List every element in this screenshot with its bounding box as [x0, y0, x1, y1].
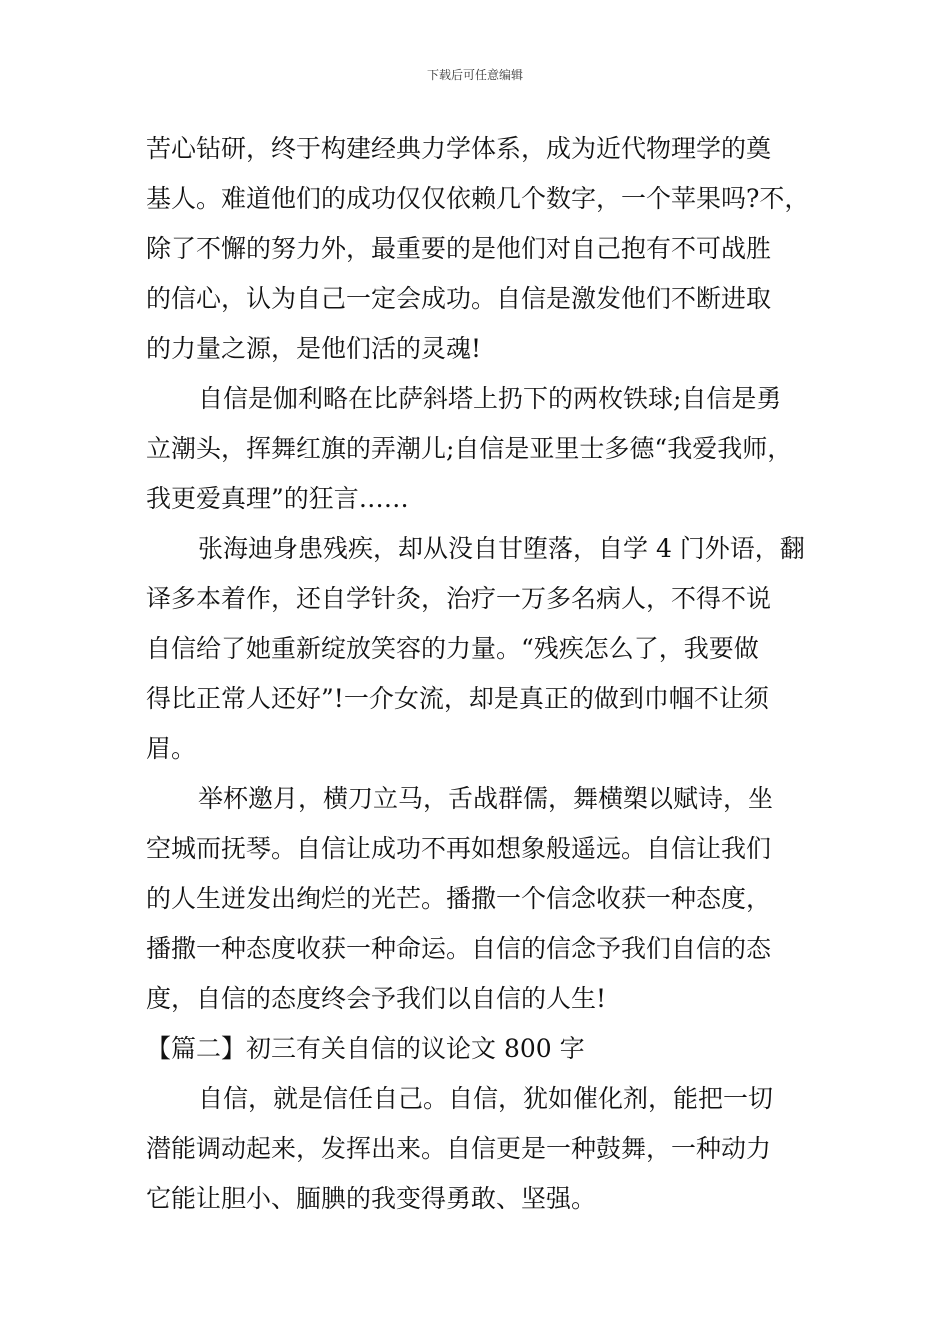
text-line: 它能让胆小、腼腆的我变得勇敢、坚强。: [146, 1184, 597, 1213]
paragraph-first-line: 自信是伽利略在比萨斜塔上扔下的两枚铁球;自信是勇: [198, 384, 782, 413]
text-line: 度，自信的态度终会予我们以自信的人生!: [146, 984, 607, 1013]
text-line: 基人。难道他们的成功仅仅依赖几个数字，一个苹果吗?不，: [146, 184, 810, 213]
text-line: 得比正常人还好”!一介女流，却是真正的做到巾帼不让须: [146, 684, 769, 713]
paragraph-first-line: 张海迪身患残疾，却从没自甘堕落，自学 4 门外语，翻: [198, 534, 805, 563]
document-body: [146, 124, 836, 1224]
text-line: 播撒一种态度收获一种命运。自信的信念予我们自信的态: [146, 934, 772, 963]
text-line: 译多本着作，还自学针灸，治疗一万多名病人，不得不说: [146, 584, 772, 613]
text-line: 我更爱真理”的狂言……: [146, 484, 409, 513]
text-line: 潜能调动起来，发挥出来。自信更是一种鼓舞，一种动力: [146, 1134, 772, 1163]
paragraph-first-line: 举杯邀月，横刀立马，舌战群儒，舞横槊以赋诗，坐: [198, 784, 774, 813]
text-line: 空城而抚琴。自信让成功不再如想象般遥远。自信让我们: [146, 834, 772, 863]
text-line: 苦心钻研，终于构建经典力学体系，成为近代物理学的奠: [146, 134, 772, 163]
section-heading: 【篇二】初三有关自信的议论文 800 字: [146, 1034, 585, 1063]
text-line: 的力量之源，是他们活的灵魂!: [146, 334, 482, 363]
text-line: 的人生迸发出绚烂的光芒。播撒一个信念收获一种态度，: [146, 884, 772, 913]
text-line: 自信给了她重新绽放笑容的力量。“残疾怎么了，我要做: [146, 634, 759, 663]
text-line: 立潮头，挥舞红旗的弄潮儿;自信是亚里士多德“我爱我师，: [146, 434, 793, 463]
page-header-note: 下载后可任意编辑: [426, 68, 523, 82]
text-line: 眉。: [146, 734, 197, 763]
text-line: 除了不懈的努力外，最重要的是他们对自己抱有不可战胜: [146, 234, 772, 263]
text-line: 的信心，认为自己一定会成功。自信是激发他们不断进取: [146, 284, 772, 313]
paragraph-first-line: 自信，就是信任自己。自信，犹如催化剂，能把一切: [198, 1084, 774, 1113]
